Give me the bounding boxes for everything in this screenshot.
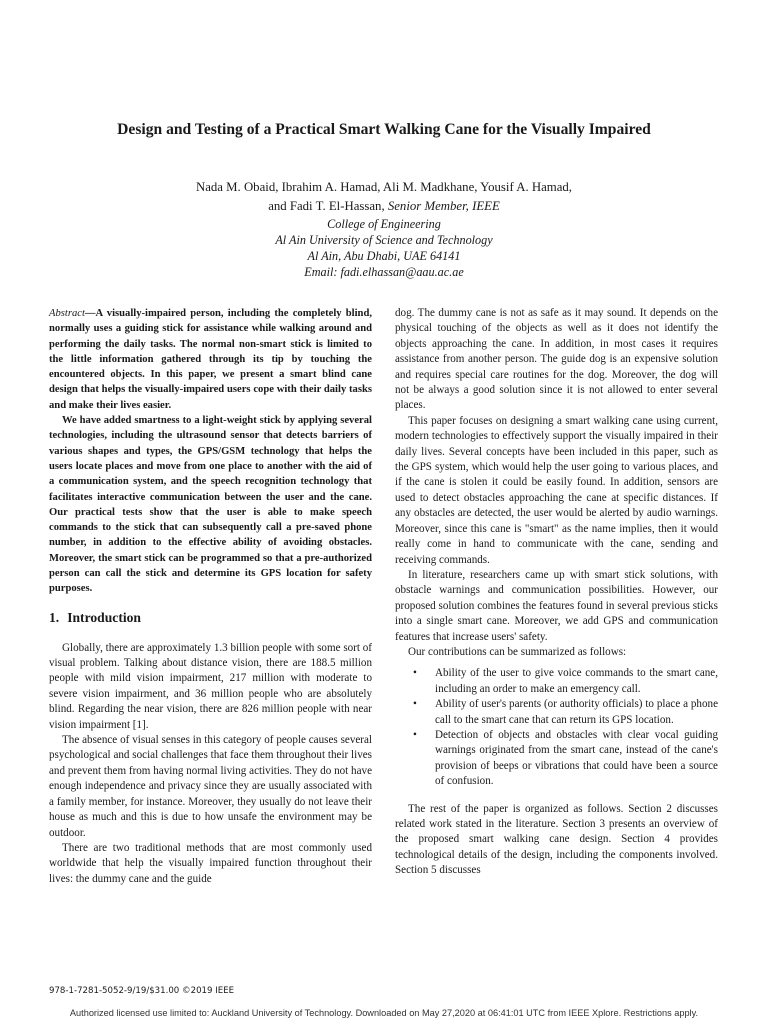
body-paragraph-4: Our contributions can be summarized as follows: [408,645,627,658]
affiliation-college: College of Engineering [327,217,441,231]
abstract-paragraph-2: We have added smartness to a light-weight stick by applying several technologies, including the ultrasound sensor that detects barriers of various shapes and types, the GPS/GSM technology that helps the users locate places and move from one place to another with the aid of a communication system, and the speech recognition technology that facilitates interactive communication between the user and the cane. Our practical tests show that the user is able to make speech commands to the stick that can subsequently call a pre-saved phone number, in addition to the effective ability of avoiding obstacles. Moreover, the smart stick can be programmed so that a pre-authorized person can call the stick and determine its GPS location for safety purposes. [49,415,372,595]
affiliation-email: Email: fadi.elhassan@aau.ac.ae [304,265,464,279]
list-item-text: Ability of user's parents (or authority officials) to place a phone call to the smart cane that can return its GPS location. [435,698,718,726]
list-item [395,697,718,728]
abstract [49,306,372,597]
bullet-icon: • [413,667,417,680]
abstract-paragraph-1 [49,306,372,413]
list-item-text: Detection of objects and obstacles with clear vocal guiding warnings originated from the smart cane, instead of the cane's provision of beeps or vibrations that could have been a source of confusion. [435,728,718,788]
author-block [60,178,708,280]
author-name: and Fadi T. El-Hassan, [268,199,385,213]
list-item-text: Ability of the user to give voice commands to the smart cane, including an order to make an emergency call. [435,667,718,695]
copyright-line: 978-1-7281-5052-9/19/$31.00 ©2019 IEEE [49,986,235,996]
list-item [395,666,718,697]
intro-paragraph-1: Globally, there are approximately 1.3 billion people with some sort of visual problem. Talking about distance vision, there are 188.5 million people with mild vision impairment, 217 million with moderate to severe vision impairment, and 36 million people who are absolutely blind. Regarding the near vision, there are 826 million people with near vision impairment [1]. [49,641,372,731]
body-paragraph-3: In literature, researchers came up with smart stick solutions, with obstacle warnings and communication possibilities. However, our proposed solution combines the features found in several previous sticks into a single smart cane. Moreover, we add GPS and communication features that increase users' safety. [395,568,718,643]
authors-line-2 [60,197,708,216]
body-paragraph-5: The rest of the paper is organized as follows. Section 2 discusses related work stated in the literature. Section 3 presents an overview of the proposed smart walking cane design. Section 4 provides technological details of the design, including the components involved. Section 5 discusses [395,802,718,877]
bullet-icon: • [413,728,417,741]
abstract-label: Abstract [49,308,85,319]
affiliation-address: Al Ain, Abu Dhabi, UAE 64141 [307,249,461,263]
authors-line-1: Nada M. Obaid, Ibrahim A. Hamad, Ali M. Madkhane, Yousif A. Hamad, [195,180,573,194]
intro-paragraph-3: There are two traditional methods that are most commonly used worldwide that help the visually impaired function throughout their lives: the dummy cane and the guide [49,841,372,885]
license-notice: Authorized licensed use limited to: Auckland University of Technology. Downloaded on May 27,2020 at 06:41:01 UTC from IEEE Xplore. Restrictions apply. [69,1008,699,1018]
list-item [395,728,718,790]
body-paragraph-1: dog. The dummy cane is not as safe as it may sound. It depends on the physical touching of the objects as well as it does not identify the objects approaching the cane. In addition, in most cases it requires assistance from another person. The guide dog is an expensive solution and requires special care routines for the dog. Moreover, the dog will not be always a good solution since it is not allowed to enter several places. [395,307,718,412]
section-title: Introduction [67,609,141,625]
intro-paragraph-2: The absence of visual senses in this category of people causes several psychological and social challenges that face them throughout their lives and prevent them from having normal living activities. They do not have enough independence and privacy since they are usually associated with a family member, for instance. Moreover, they usually do not leave their house as much and this is due to how unsafe the environment may be outdoor. [49,734,372,839]
affiliation-university: Al Ain University of Science and Technology [275,233,493,247]
contributions-list [395,666,718,789]
author-role: Senior Member, IEEE [387,199,500,213]
body-paragraph-2: This paper focuses on designing a smart walking cane using current, modern technologies to effectively support the visually impaired in their daily lives. Several concepts have been included in this paper, such as the GPS system, which would help the user going to various places, and if the cane is stolen it could be easily found. In addition, sensors are used to detect obstacles approaching the cane at specific distances. If any obstacles are detected, the user would be alerted by audio warnings. Moreover, since this cane is "smart" as the name implies, then it would really come in hand to communicate with the cane, sending and receiving commands. [395,414,718,566]
section-heading-introduction [49,609,372,627]
left-column [49,306,372,887]
abstract-text-1: —A visually-impaired person, including the completely blind, normally uses a guiding stick for assistance while walking around and performing the daily tasks. The normal non-smart stick is limited to the little information gathered through its tip by touching the encountered objects. In this paper, we present a smart blind cane design that helps the visually-impaired users cope with their daily tasks and make their lives easier. [49,308,372,411]
paper-title: Design and Testing of a Practical Smart Walking Cane for the Visually Impaired [117,121,651,138]
right-column [395,306,718,879]
section-number: 1. [49,609,60,625]
bullet-icon: • [413,698,417,711]
